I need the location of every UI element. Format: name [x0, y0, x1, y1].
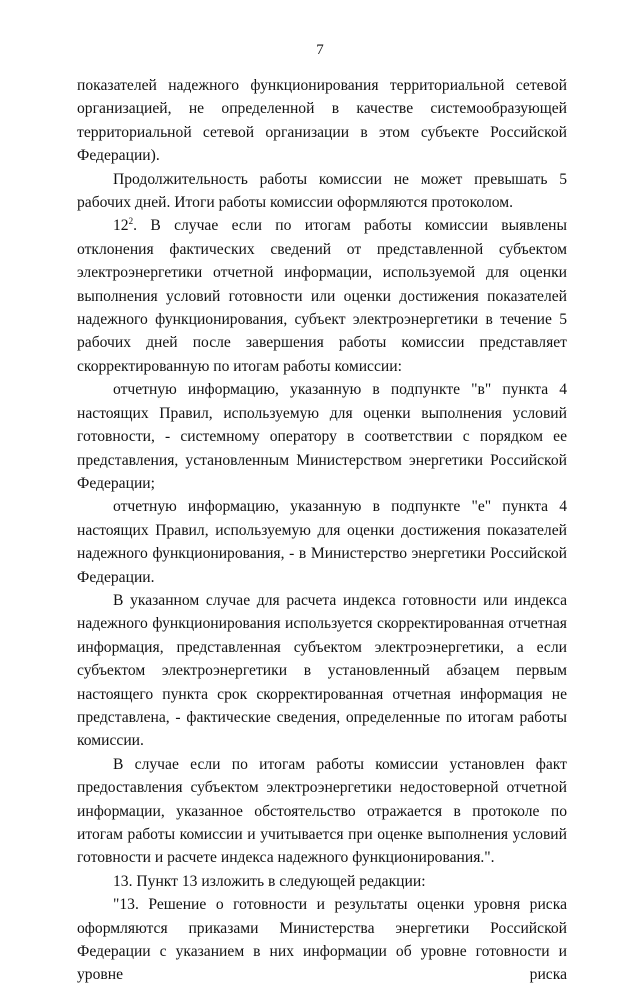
- paragraph-subitem-v: отчетную информацию, указанную в подпункте "в" пункта 4 настоящих Правил, используемую для оценки выполнения условий готовности, - системному оператору в соответствии с порядком ее представления, установленным Министерством энергетики Российской Федерации;: [77, 381, 567, 492]
- clause-text: . В случае если по итогам работы комиссии выявлены отклонения фактических сведений от представленной субъектом электроэнергетики отчетной информации, используемой для оценки выполнения условий готовности или оценки достижения показателей надежного функционирования, субъект электроэнергетики в течение 5 рабочих дней после завершения работы комиссии представляет скорректированную по итогам работы комиссии:: [77, 217, 567, 375]
- paragraph-item-13-text: "13. Решение о готовности и результаты оценки уровня риска оформляются приказами Министерства энергетики Российской Федерации с указанием в них информации об уровне готовности и уровне риска: [77, 896, 567, 984]
- clause-number: 12: [113, 217, 129, 235]
- paragraph-continuation: показателей надежного функционирования территориальной сетевой организацией, не определенной в качестве системообразующей территориальной сетевой организации в этом субъекте Российской Федерации).: [77, 77, 567, 165]
- clause-superscript: 2: [128, 216, 134, 227]
- paragraph-false-info: В случае если по итогам работы комиссии установлен факт предоставления субъектом электроэнергетики недостоверной отчетной информации, указанное обстоятельство отражается в протоколе по итогам работы комиссии и учитывается при оценке выполнения условий готовности и расчете индекса надежного функционирования.".: [77, 755, 567, 867]
- document-body: [77, 74, 567, 987]
- page-number: 7: [316, 42, 324, 58]
- paragraph-subitem-e: отчетную информацию, указанную в подпункте "е" пункта 4 настоящих Правил, используемую для оценки достижения показателей надежного функционирования, - в Министерство энергетики Российской Федерации.: [77, 498, 567, 586]
- paragraph-corrected-info: В указанном случае для расчета индекса готовности или индекса надежного функционирования используется скорректированная отчетная информация, представленная субъектом электроэнергетики, а если субъектом электроэнергетики в установленный абзацем первым настоящего пункта срок скорректированная отчетная информация не представлена, - фактические сведения, определенные по итогам работы комиссии.: [77, 591, 567, 750]
- paragraph-item-13-heading: 13. Пункт 13 изложить в следующей редакции:: [113, 872, 426, 890]
- paragraph-commission-duration: Продолжительность работы комиссии не может превышать 5 рабочих дней. Итоги работы комиссии оформляются протоколом.: [77, 170, 567, 212]
- paragraph-clause-12-2: [77, 214, 567, 378]
